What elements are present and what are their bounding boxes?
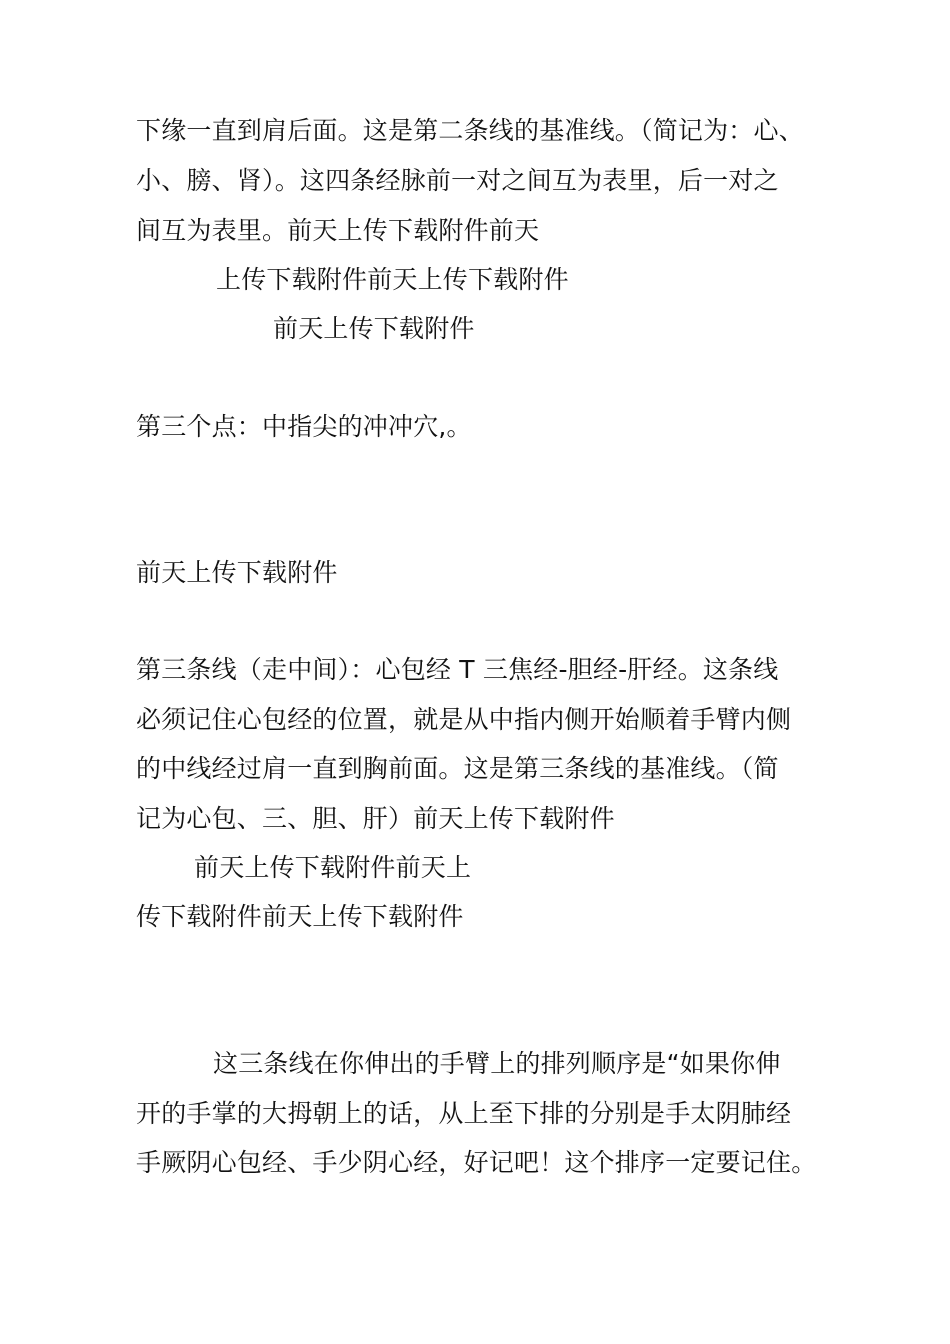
paragraph-line: 开的手掌的大拇朝上的话，从上至下排的分别是手太阴肺经: [136, 1099, 792, 1128]
paragraph-line: 记为心包、三、胆、肝）前天上传下载附件: [136, 804, 615, 833]
paragraph-line: 前天上传下载附件: [136, 558, 338, 587]
paragraph-line: 手厥阴心包经、手少阴心经，好记吧！这个排序一定要记住。: [136, 1148, 817, 1177]
paragraph-line: 必须记住心包经的位置，就是从中指内侧开始顺着手臂内侧: [136, 705, 792, 734]
paragraph-line: 小、膀、肾）。这四条经脉前一对之间互为表里，后一对之: [136, 166, 779, 195]
paragraph-line: 的中线经过肩一直到胸前面。这是第三条线的基准线。（简: [136, 754, 779, 783]
paragraph-line: 传下载附件前天上传下载附件: [136, 902, 464, 931]
paragraph-line: 上传下载附件前天上传下载附件: [216, 265, 569, 294]
paragraph-line: 前天上传下载附件: [273, 314, 475, 343]
paragraph-line: 第三条线（走中间）：心包经 T 三焦经-胆经-肝经。这条线: [136, 655, 779, 684]
paragraph-line: 这三条线在你伸出的手臂上的排列顺序是“如果你伸: [213, 1049, 781, 1078]
paragraph-line: 第三个点：中指尖的冲冲穴,。: [136, 412, 472, 441]
paragraph-line: 前天上传下载附件前天上: [194, 853, 472, 882]
paragraph-line: 间互为表里。前天上传下载附件前天: [136, 216, 540, 245]
paragraph-line: 下缘一直到肩后面。这是第二条线的基准线。（简记为：心、: [136, 116, 804, 145]
